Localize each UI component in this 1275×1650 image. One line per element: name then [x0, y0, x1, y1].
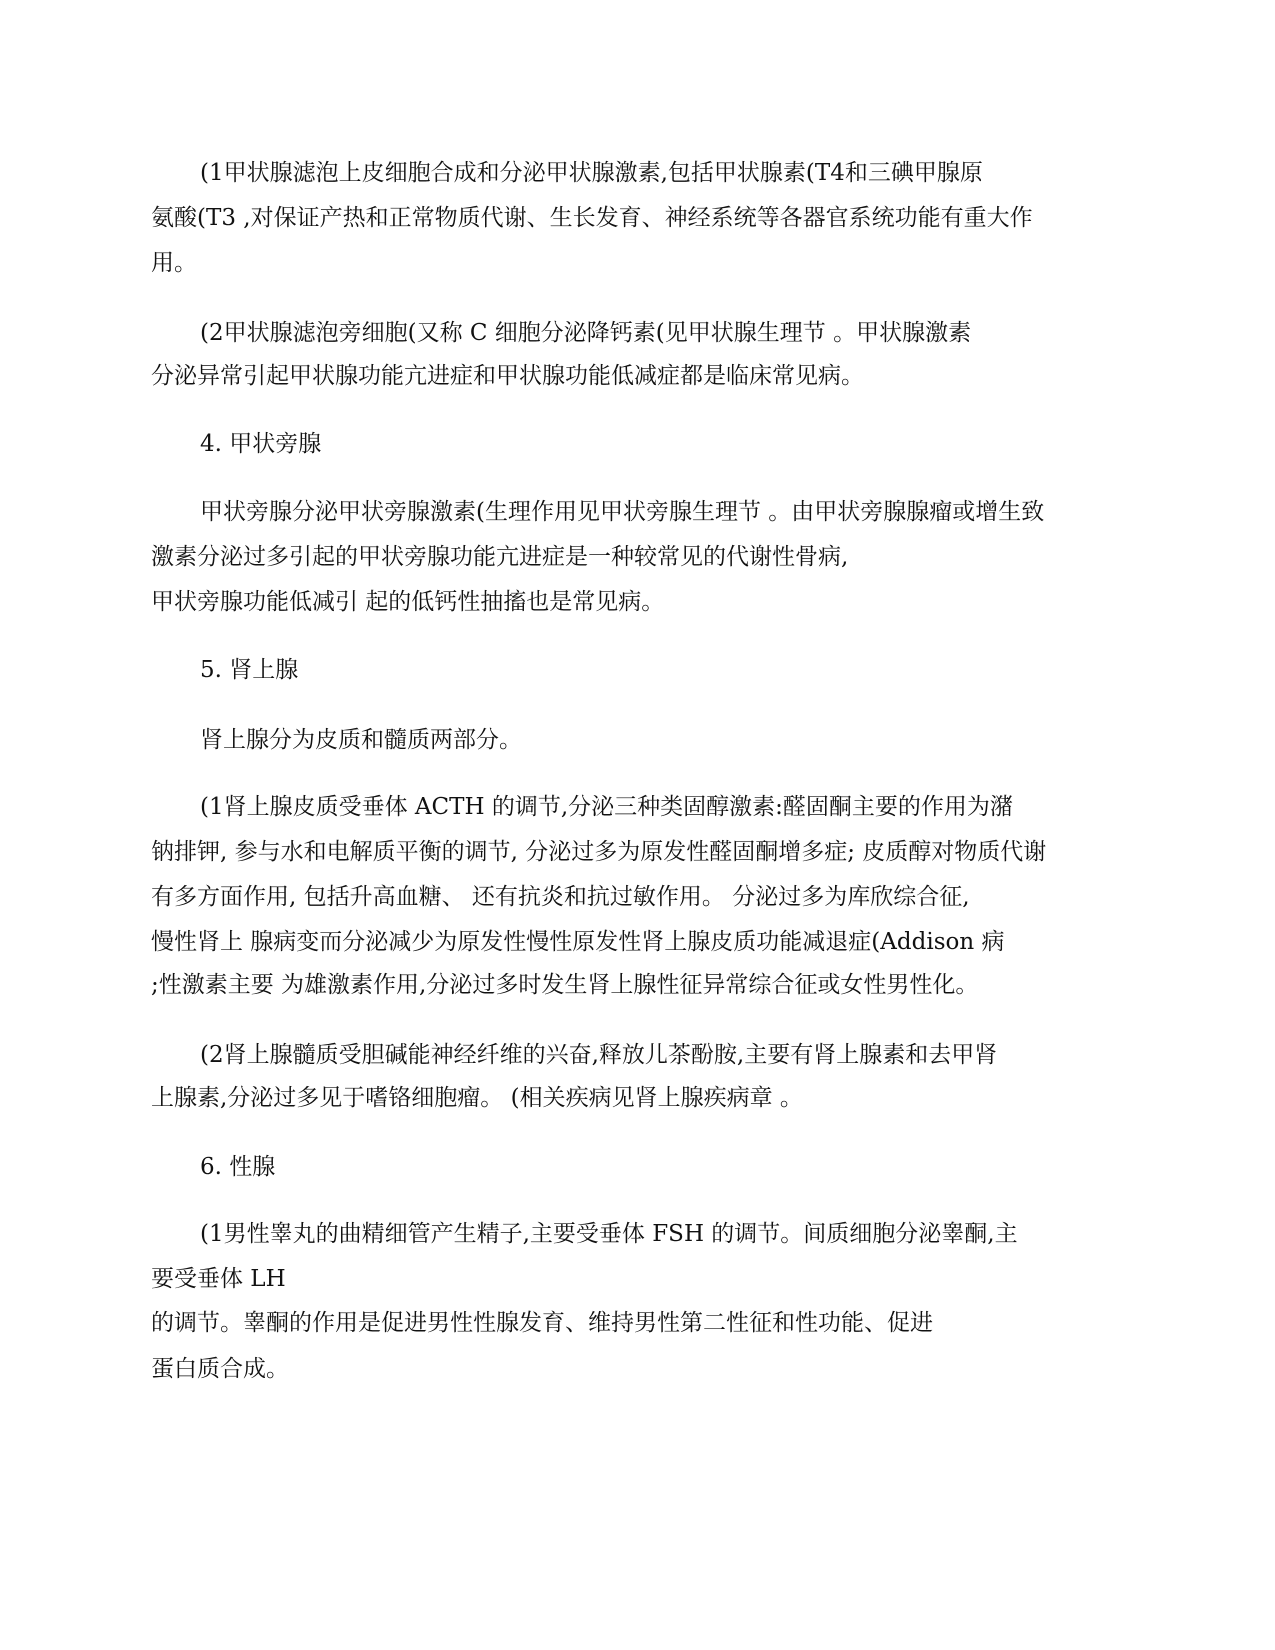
- text-line: 要受垂体 LH: [151, 1266, 286, 1292]
- text-line: 甲状旁腺功能低减引 起的低钙性抽搐也是常见病。: [151, 589, 665, 615]
- text-line: 氨酸(T3 ,对保证产热和正常物质代谢、生长发育、神经系统等各器官系统功能有重大作: [151, 205, 1033, 231]
- section-heading-parathyroid: 4. 甲状旁腺: [200, 431, 322, 457]
- text-line: 有多方面作用, 包括升高血糖、 还有抗炎和抗过敏作用。 分泌过多为库欣综合征,: [151, 884, 970, 910]
- section-heading-gonads: 6. 性腺: [200, 1154, 276, 1180]
- text-line: (1甲状腺滤泡上皮细胞合成和分泌甲状腺激素,包括甲状腺素(T4和三碘甲腺原: [200, 160, 983, 186]
- text-line: 甲状旁腺分泌甲状旁腺激素(生理作用见甲状旁腺生理节 。由甲状旁腺腺瘤或增生致: [200, 499, 1045, 525]
- text-line: (1肾上腺皮质受垂体 ACTH 的调节,分泌三种类固醇激素:醛固酮主要的作用为潴: [200, 794, 1013, 820]
- text-line: (2甲状腺滤泡旁细胞(又称 C 细胞分泌降钙素(见甲状腺生理节 。甲状腺激素: [200, 320, 972, 346]
- text-line: 蛋白质合成。: [151, 1356, 289, 1382]
- paragraph-adrenal-intro: 肾上腺分为皮质和髓质两部分。: [200, 727, 522, 753]
- text-line: (1男性睾丸的曲精细管产生精子,主要受垂体 FSH 的调节。间质细胞分泌睾酮,主: [200, 1221, 1018, 1247]
- text-line: 慢性肾上 腺病变而分泌减少为原发性慢性原发性肾上腺皮质功能减退症(Addison 病: [151, 929, 1005, 955]
- text-line: (2肾上腺髓质受胆碱能神经纤维的兴奋,释放儿茶酚胺,主要有肾上腺素和去甲肾: [200, 1042, 998, 1068]
- text-line: 激素分泌过多引起的甲状旁腺功能亢进症是一种较常见的代谢性骨病,: [151, 544, 849, 570]
- text-line: ;性激素主要 为雄激素作用,分泌过多时发生肾上腺性征异常综合征或女性男性化。: [151, 972, 979, 998]
- text-line: 的调节。睾酮的作用是促进男性性腺发育、维持男性第二性征和性功能、促进: [151, 1310, 933, 1336]
- text-line: 钠排钾, 参与水和电解质平衡的调节, 分泌过多为原发性醛固酮增多症; 皮质醇对物质代谢: [151, 839, 1047, 865]
- text-line: 分泌异常引起甲状腺功能亢进症和甲状腺功能低减症都是临床常见病。: [151, 363, 864, 389]
- section-heading-adrenal: 5. 肾上腺: [200, 657, 299, 683]
- text-line: 上腺素,分泌过多见于嗜铬细胞瘤。 (相关疾病见肾上腺疾病章 。: [151, 1085, 803, 1111]
- text-line: 用。: [151, 250, 197, 276]
